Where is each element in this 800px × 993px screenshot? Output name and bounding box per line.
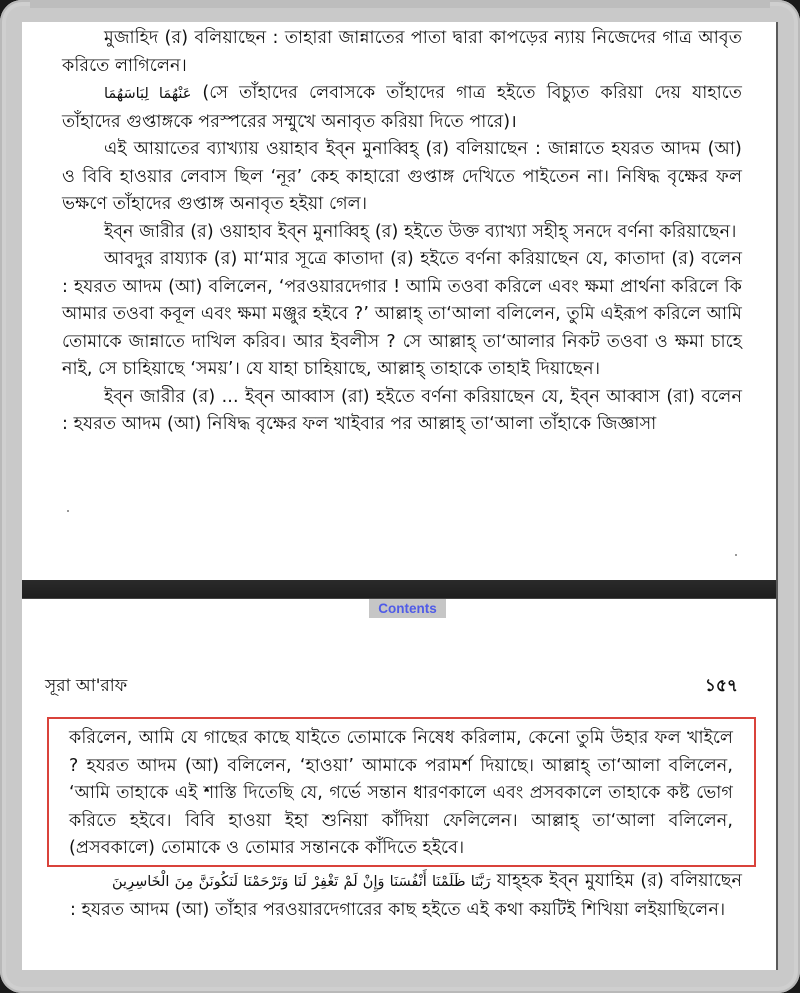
paragraph: আবদুর রায্যাক (র) মা‘মার সূত্রে কাতাদা (র) হইতে বর্ণনা করিয়াছেন যে, কাতাদা (র) বলেন : হযরত আদম (আ) বলিলেন, ‘পরওয়ারদেগার ! আমি তওবা করিলে এবং ক্ষমা প্রার্থনা করিলে কি আমার তওবা কবূল এবং ক্ষমা মঞ্জুর হইবে ?’ আল্লাহ্ তা‘আলা বলিলেন, তুমি এইরূপ করিলে আমি তোমাকে জান্নাতে দাখিল করিব। আর ইবলীস ? সে আল্লাহ্ তা‘আলার নিকট তওবা ও ক্ষমা চাহে নাই, সে চাহিয়াছে ‘সময়’। যে যাহা চাহিয়াছে, আল্লাহ্ তাহাকে তাহাই দিয়াছেন। [62, 249, 742, 379]
arabic-verse: رَبَّنَا ظَلَمْنَا أَنْفُسَنَا وَإِنْ لَمْ تَغْفِرْ لَنَا وَتَرْحَمْنَا لَنَكُونَنَّ مِنَ الْخَاسِرِينَ [112, 874, 491, 890]
arabic-verse: عَنْهُمَا لِبَاسَهُمَا [104, 86, 192, 102]
paragraph: ইব্ন জারীর (র) ওয়াহাব ইব্ন মুনাব্বিহ্ (র) হইতে উক্ত ব্যাখ্যা সহীহ্ সনদে বর্ণনা করিয়াছেন। [104, 221, 737, 242]
paragraph: ইব্ন জারীর (র) ... ইব্ন আব্বাস (রা) হইতে বর্ণনা করিয়াছেন যে, ইব্ন আব্বাস (রা) বলেন : হযরত আদম (আ) নিষিদ্ধ বৃক্ষের ফল খাইবার পর আল্লাহ্ তা‘আলা তাঁহাকে জিজ্ঞাসা [62, 386, 742, 434]
paragraph-text: যাহ্হক ইব্ন মুযাহিম (র) বলিয়াছেন : হযরত আদম (আ) তাঁহার পরওয়ারদেগারের কাছ হইতে এই কথা কয়টিই শিখিয়া লইয়াছিলেন। [70, 871, 742, 920]
scan-speck [67, 510, 69, 512]
page-header [45, 673, 738, 701]
surah-title: সূরা আ'রাফ [45, 676, 128, 696]
page-number: ১৫৭ [704, 676, 738, 696]
highlighted-paragraph: করিলেন, আমি যে গাছের কাছে যাইতে তোমাকে নিষেধ করিলাম, কেনো তুমি উহার ফল খাইলে ? হযরত আদম (আ) বলিলেন, ‘হাওয়া’ আমাকে পরামর্শ দিয়াছে। আল্লাহ্ তা‘আলা বলিলেন, ‘আমি তাহাকে এই শাস্তি দিতেছি যে, গর্ভে সন্তান ধারণকালে এবং প্রসবকালে তাহাকে কষ্ট ভোগ করিতে হইবে। বিবি হাওয়া ইহা শুনিয়া কাঁদিয়া ফেলিলেন। আল্লাহ্ তা‘আলা বলিলেন, (প্রসবকালে) তোমাকে ও তোমার সন্তানকে কাঁদিতে হইবে। [69, 728, 733, 858]
contents-button[interactable]: Contents [369, 599, 446, 618]
previous-page-text [62, 25, 742, 439]
page-divider [22, 580, 778, 599]
highlight-box[interactable] [47, 717, 756, 867]
scan-speck [735, 554, 737, 556]
paragraph-text: (সে তাঁহাদের লেবাসকে তাঁহাদের গাত্র হইতে বিচ্যুত করিয়া দেয় যাহাতে তাঁহাদের গুপ্তাঙ্গকে পরস্পরের সম্মুখে অনাবৃত করিয়া দিতে পারে)। [62, 83, 743, 132]
page-edge [776, 22, 778, 970]
paragraph: এই আয়াতের ব্যাখ্যায় ওয়াহাব ইব্ন মুনাব্বিহ্ (র) বলিয়াছেন : জান্নাতে হযরত আদম (আ) ও বিবি হাওয়ার লেবাস ছিল ‘নূর’ কেহ কাহারো গুপ্তাঙ্গ দেখিতে পাইতেন না। নিষিদ্ধ বৃক্ষের ফল ভক্ষণে তাঁহাদের গুপ্তাঙ্গ অনাবৃত হইয়া গেল। [62, 139, 742, 214]
frame-top-strip [30, 0, 770, 8]
paragraph: মুজাহিদ (র) বলিয়াছেন : তাহারা জান্নাতের পাতা দ্বারা কাপড়ের ন্যায় নিজেদের গাত্র আবৃত করিতে লাগিলেন। [62, 28, 742, 76]
paragraph [62, 80, 742, 136]
document-viewer[interactable] [22, 22, 778, 970]
paragraph [70, 868, 742, 924]
next-page-text [70, 868, 742, 924]
